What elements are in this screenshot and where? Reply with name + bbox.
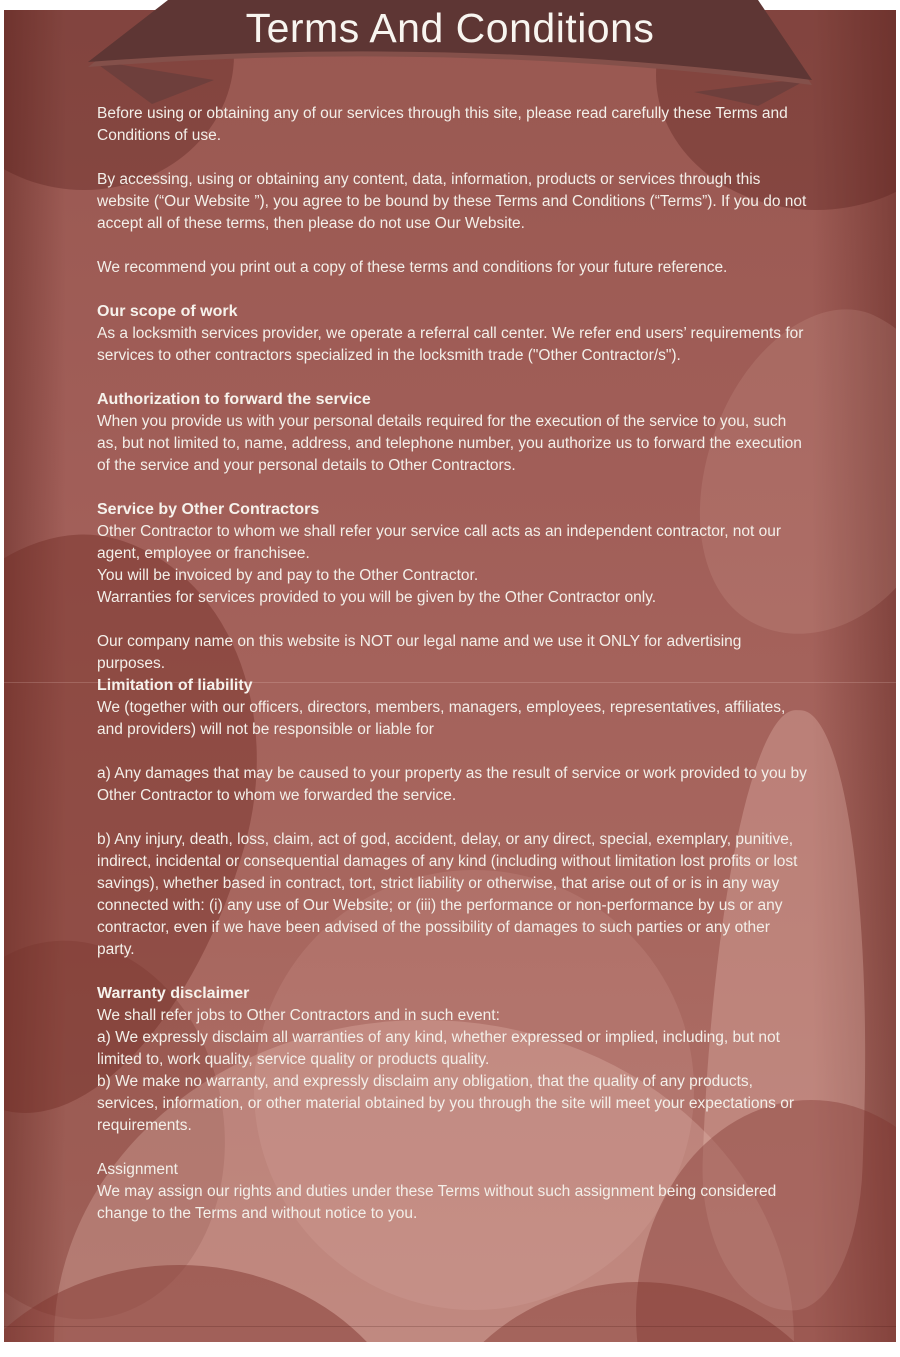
warranty-intro: We shall refer jobs to Other Contractors and in such event: — [97, 1007, 500, 1024]
terms-text — [97, 103, 809, 1225]
section-body-authorization: When you provide us with your personal details required for the execution of the service to you, such as, but not limited to, name, address, and telephone number, you authorize us to forward the execution of the service and your personal details to Other Contractors. — [97, 413, 802, 474]
company-name-note: Our company name on this website is NOT our legal name and we use it ONLY for advertising purposes. — [97, 633, 742, 672]
section-heading-assignment: Assignment — [97, 1161, 178, 1178]
intro-paragraph-2: By accessing, using or obtaining any content, data, information, products or services through this website (“Our Website ”), you agree to be bound by these Terms and Conditions (“Terms”). If you do not accept all of these terms, then please do not use Our Website. — [97, 171, 807, 232]
section-heading-authorization: Authorization to forward the service — [97, 391, 371, 408]
section-body-service-line: Warranties for services provided to you will be given by the Other Contractor only. — [97, 589, 657, 606]
intro-paragraph-1: Before using or obtaining any of our services through this site, please read carefully these Terms and Conditions of use. — [97, 105, 788, 144]
section-body-liability: We (together with our officers, directors, members, managers, employees, representatives, affiliates, and providers) will not be responsible or liable for — [97, 699, 786, 738]
page-title: Terms And Conditions — [245, 5, 655, 51]
section-body-assignment: We may assign our rights and duties under these Terms without such assignment being considered change to the Terms and without notice to you. — [97, 1183, 777, 1222]
liability-item-b: b) Any injury, death, loss, claim, act of god, accident, delay, or any direct, special, exemplary, punitive, indirect, incidental or consequential damages of any kind (including without limitation lost profits or lost savings), whether based in contract, tort, strict liability or otherwise, that arise out of or is in any way connected with: (i) any use of Our Website; or (iii) the performance or non-performance by us or any contractor, even if we have been advised of the possibility of damages to such parties or any other party. — [97, 831, 798, 958]
section-heading-scope: Our scope of work — [97, 303, 238, 320]
ribbon-fold-left-icon — [92, 60, 214, 104]
section-body-scope: As a locksmith services provider, we operate a referral call center. We refer end users’ requirements for services to other contractors specialized in the locksmith trade ("Other Contractor/s"). — [97, 325, 804, 364]
section-body-service-line: You will be invoiced by and pay to the Other Contractor. — [97, 567, 479, 584]
warranty-item-b: b) We make no warranty, and expressly disclaim any obligation, that the quality of any products, services, information, or other material obtained by you through the site will meet your expectations or requirements. — [97, 1073, 794, 1134]
liability-item-a: a) Any damages that may be caused to your property as the result of service or work provided to you by Other Contractor to whom we forwarded the service. — [97, 765, 807, 804]
section-heading-service: Service by Other Contractors — [97, 501, 320, 518]
intro-paragraph-3: We recommend you print out a copy of these terms and conditions for your future reference. — [97, 259, 728, 276]
section-body-service-line: Other Contractor to whom we shall refer your service call acts as an independent contractor, not our agent, employee or franchisee. — [97, 523, 782, 562]
section-heading-liability: Limitation of liability — [97, 677, 253, 694]
warranty-item-a: a) We expressly disclaim all warranties of any kind, whether expressed or implied, including, but not limited to, work quality, service quality or products quality. — [97, 1029, 780, 1068]
section-heading-warranty: Warranty disclaimer — [97, 985, 250, 1002]
background-seam-line — [4, 1326, 896, 1327]
